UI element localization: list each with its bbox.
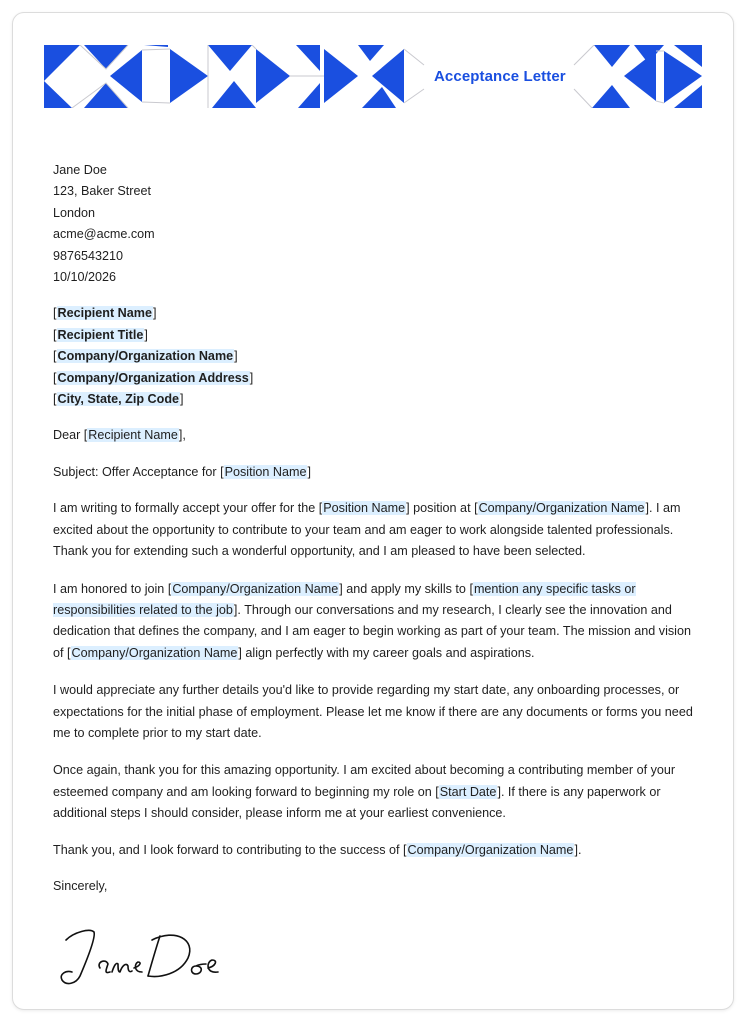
letter-title: Acceptance Letter	[434, 68, 566, 85]
sender-city: London	[53, 205, 96, 220]
letter-body	[53, 160, 693, 897]
recipient-block: [Recipient Name] [Recipient Title] [Company/Organization Name] [Company/Organization Address] [City, State, Zip Code]	[53, 306, 254, 407]
salutation-placeholder: Recipient Name	[88, 428, 178, 443]
paragraph-2: I am honored to join [Company/Organization Name] and apply my skills to [mention any specific tasks or responsibilities related to the job]. Through our conversations and my research, I clearly see the innovation and dedication that defines the company, and I am eager to begin working as part of your team. The mission and vision of [Company/Organization Name] align perfectly with my career goals and aspirations.	[53, 581, 691, 660]
position-placeholder: Position Name	[323, 501, 406, 516]
subject-placeholder: Position Name	[224, 464, 307, 479]
header-pattern	[44, 45, 702, 108]
salutation: Dear [Recipient Name],	[53, 428, 186, 443]
subject-line: Subject: Offer Acceptance for [Position Name]	[53, 464, 311, 479]
sender-phone: 9876543210	[53, 248, 124, 263]
paragraph-3: I would appreciate any further details you'd like to provide regarding my start date, any onboarding processes, or expectations for the initial phase of employment. Please let me know if there are any documents or forms you need me to complete prior to my start date.	[53, 683, 693, 740]
paragraph-4: Once again, thank you for this amazing opportunity. I am excited about becoming a contributing member of your esteemed company and am looking forward to beginning my role on [Start Date]. If there is any paperwork or additional steps I should consider, please inform me at your earliest convenience.	[53, 763, 676, 821]
header-banner	[44, 45, 702, 108]
recipient-address-placeholder: Company/Organization Address	[57, 370, 249, 385]
company-placeholder: Company/Organization Name	[172, 581, 339, 596]
sender-block	[53, 160, 693, 288]
signature-image	[56, 918, 256, 998]
company-placeholder: Company/Organization Name	[407, 842, 574, 857]
closing: Sincerely,	[53, 878, 108, 893]
sender-name: Jane Doe	[53, 163, 107, 177]
start-date-placeholder: Start Date	[439, 784, 497, 799]
recipient-title-placeholder: Recipient Title	[57, 327, 144, 342]
signature-drawing	[56, 918, 256, 998]
tasks-placeholder: mention any specific tasks or responsibilities related to the job	[53, 581, 636, 617]
sender-date: 10/10/2026	[53, 270, 117, 285]
sender-email: acme@acme.com	[53, 227, 155, 242]
company-placeholder: Company/Organization Name	[71, 645, 238, 660]
paragraph-5: Thank you, and I look forward to contributing to the success of [Company/Organization Name].	[53, 842, 582, 857]
recipient-city-placeholder: City, State, Zip Code	[57, 392, 180, 407]
company-placeholder: Company/Organization Name	[478, 501, 645, 516]
recipient-company-placeholder: Company/Organization Name	[57, 349, 234, 364]
paragraph-1: I am writing to formally accept your offer for the [Position Name] position at [Company/Organization Name]. I am excited about the opportunity to contribute to your team and am eager to work alongside talented professionals. Thank you for extending such a wonderful opportunity, and I am pleased to have been selected.	[53, 501, 681, 559]
sender-street: 123, Baker Street	[53, 184, 152, 199]
recipient-name-placeholder: Recipient Name	[57, 306, 152, 321]
